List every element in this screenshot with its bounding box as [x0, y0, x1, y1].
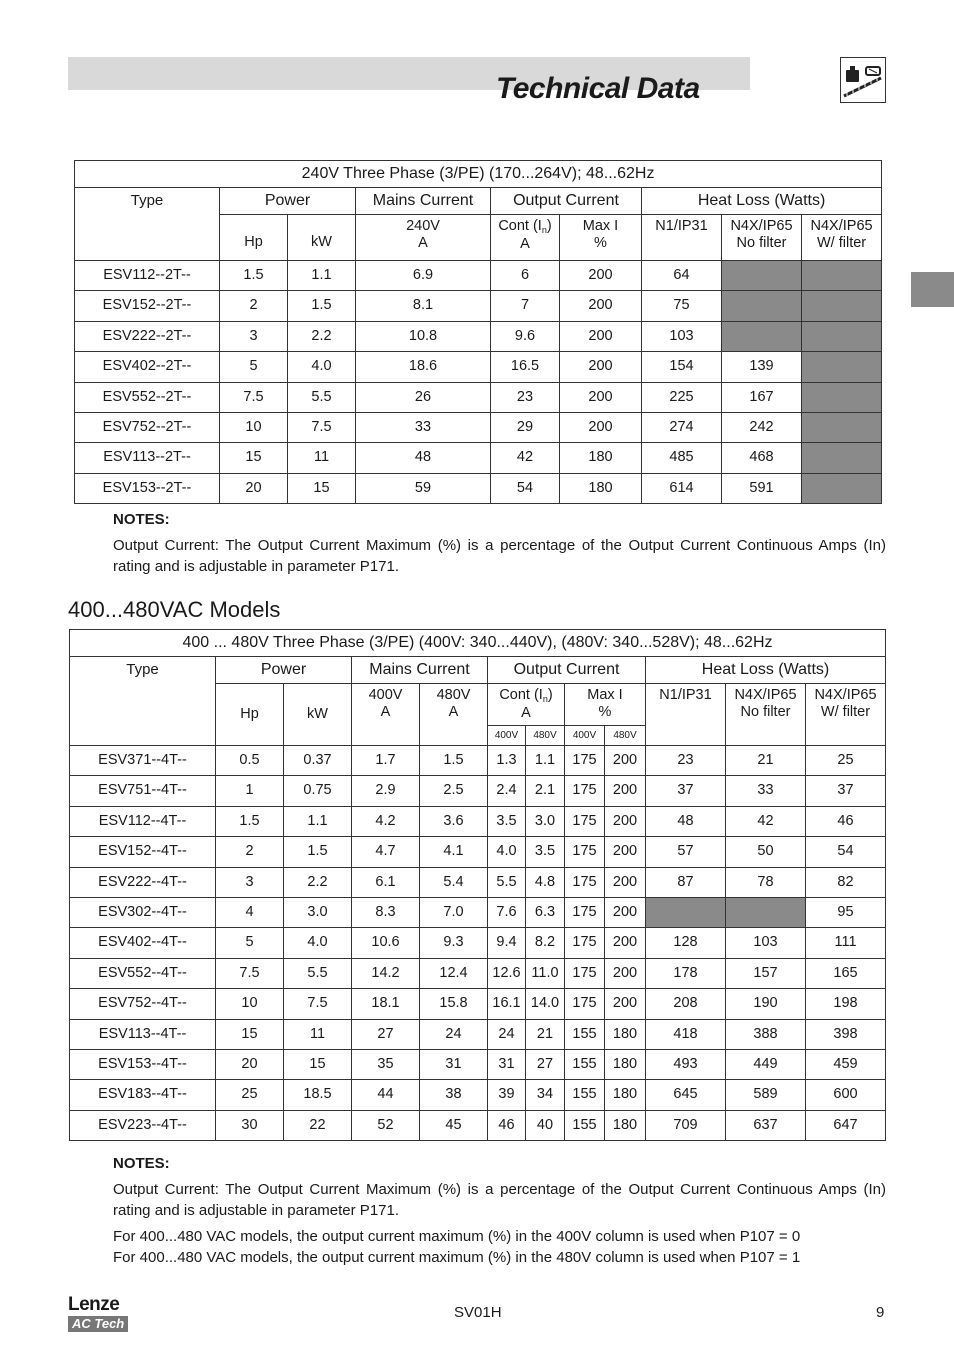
- table-cell: 645: [646, 1080, 726, 1110]
- table-cell: [722, 261, 802, 291]
- table-cell: 9.4: [488, 928, 526, 958]
- table-cell: [802, 321, 882, 351]
- table-cell: 3.5: [488, 806, 526, 836]
- technical-data-icon: [840, 57, 886, 103]
- notes-heading: NOTES:: [113, 1155, 170, 1172]
- table-cell: 35: [352, 1049, 420, 1079]
- table-cell: 1.5: [284, 837, 352, 867]
- table-cell: 3.0: [284, 897, 352, 927]
- table-cell: 8.2: [526, 928, 565, 958]
- table-cell: 7.5: [216, 958, 284, 988]
- table-cell: 180: [605, 1049, 646, 1079]
- table-cell: 7.0: [420, 897, 488, 927]
- table-cell: 2: [220, 291, 288, 321]
- table-cell: 5.5: [288, 382, 356, 412]
- table-cell: 9.6: [491, 321, 560, 351]
- table-cell: 37: [646, 776, 726, 806]
- table-cell: 493: [646, 1049, 726, 1079]
- max-current-header: Max I %: [565, 684, 646, 726]
- table-cell: 11: [284, 1019, 352, 1049]
- model-type-cell: ESV153--2T--: [75, 473, 220, 503]
- table-caption: 400 ... 480V Three Phase (3/PE) (400V: 340...440V), (480V: 340...528V); 48...62Hz: [70, 630, 886, 657]
- table-cell: 10: [220, 412, 288, 442]
- table-cell: 4.1: [420, 837, 488, 867]
- table-row: [75, 382, 882, 412]
- table-cell: 40: [526, 1110, 565, 1140]
- table-cell: 175: [565, 746, 605, 776]
- notes-text-p107-0: For 400...480 VAC models, the output current maximum (%) in the 400V column is used when P107 = 0: [113, 1228, 801, 1245]
- table-cell: 459: [806, 1049, 886, 1079]
- table-cell: 589: [726, 1080, 806, 1110]
- table-cell: 10.8: [356, 321, 491, 351]
- table-cell: 2.2: [284, 867, 352, 897]
- mains-480v-header: 480V A: [420, 684, 488, 746]
- cont-current-header: Cont $(I_n)$ A: [488, 684, 565, 726]
- table-row: [70, 776, 886, 806]
- table-cell: 33: [726, 776, 806, 806]
- table-cell: 42: [491, 443, 560, 473]
- table-cell: 14.2: [352, 958, 420, 988]
- notes-text: Output Current: The Output Current Maximum (%) is a percentage of the Output Current Continuous Amps (In) rating and is adjustable in parameter P171.: [113, 537, 886, 575]
- table-cell: 200: [605, 989, 646, 1019]
- notes-heading: NOTES:: [113, 511, 170, 528]
- table-cell: 0.37: [284, 746, 352, 776]
- table-cell: 52: [352, 1110, 420, 1140]
- table-cell: 6: [491, 261, 560, 291]
- table-cell: 1.1: [288, 261, 356, 291]
- table-row: [70, 958, 886, 988]
- table-cell: 57: [646, 837, 726, 867]
- table-cell: 200: [605, 776, 646, 806]
- model-type-cell: ESV552--4T--: [70, 958, 216, 988]
- table-cell: 4.0: [284, 928, 352, 958]
- lenze-actech-logo: [68, 1295, 128, 1333]
- table-row: [75, 352, 882, 382]
- table-cell: 75: [642, 291, 722, 321]
- mains-400v-header: 400V A: [352, 684, 420, 746]
- table-cell: 208: [646, 989, 726, 1019]
- power-header: Power: [220, 188, 356, 215]
- table-cell: 180: [560, 473, 642, 503]
- table-cell: 3.5: [526, 837, 565, 867]
- table-cell: 128: [646, 928, 726, 958]
- table-cell: 42: [726, 806, 806, 836]
- table-cell: 200: [560, 321, 642, 351]
- n1-ip31-header: N1/IP31: [642, 215, 722, 261]
- table-cell: 1.3: [488, 746, 526, 776]
- table-cell: 165: [806, 958, 886, 988]
- table-cell: 1.1: [526, 746, 565, 776]
- table-cell: 418: [646, 1019, 726, 1049]
- table-cell: [802, 352, 882, 382]
- table-cell: 15: [284, 1049, 352, 1079]
- table-cell: 103: [726, 928, 806, 958]
- table-cell: 225: [642, 382, 722, 412]
- table-cell: 8.3: [352, 897, 420, 927]
- table-cell: [802, 261, 882, 291]
- document-code: SV01H: [454, 1304, 502, 1321]
- table-cell: 2.1: [526, 776, 565, 806]
- mains-current-header: Mains Current: [352, 657, 488, 684]
- model-type-cell: ESV112--4T--: [70, 806, 216, 836]
- n4x-nofilter-header: N4X/IP65 No filter: [722, 215, 802, 261]
- table-cell: [722, 321, 802, 351]
- table-row: [70, 837, 886, 867]
- table-cell: 31: [488, 1049, 526, 1079]
- table-cell: 5: [216, 928, 284, 958]
- n1-ip31-header: N1/IP31: [646, 684, 726, 746]
- model-type-cell: ESV113--2T--: [75, 443, 220, 473]
- hp-header: Hp: [220, 215, 288, 261]
- table-cell: 200: [560, 352, 642, 382]
- model-type-cell: ESV402--2T--: [75, 352, 220, 382]
- table-cell: 139: [722, 352, 802, 382]
- table-cell: 26: [356, 382, 491, 412]
- table-row: [75, 321, 882, 351]
- table-cell: 449: [726, 1049, 806, 1079]
- mains-240v-header: 240V A: [356, 215, 491, 261]
- table-row: [75, 443, 882, 473]
- table-cell: 2: [216, 837, 284, 867]
- table-cell: 155: [565, 1080, 605, 1110]
- table-row: [70, 1080, 886, 1110]
- table-cell: 5.4: [420, 867, 488, 897]
- model-type-cell: ESV752--4T--: [70, 989, 216, 1019]
- table-cell: [646, 897, 726, 927]
- type-header: Type: [70, 657, 216, 746]
- table-cell: 614: [642, 473, 722, 503]
- table-cell: 2.5: [420, 776, 488, 806]
- table-cell: 175: [565, 776, 605, 806]
- table-cell: 175: [565, 989, 605, 1019]
- table-cell: 200: [560, 412, 642, 442]
- table-cell: 12.4: [420, 958, 488, 988]
- table-cell: 175: [565, 897, 605, 927]
- table-cell: 34: [526, 1080, 565, 1110]
- table-cell: 167: [722, 382, 802, 412]
- table-cell: 21: [526, 1019, 565, 1049]
- max-480v-subheader: 480V: [605, 726, 646, 746]
- table-cell: 7.5: [284, 989, 352, 1019]
- model-type-cell: ESV113--4T--: [70, 1019, 216, 1049]
- table-cell: 21: [726, 746, 806, 776]
- table-cell: 155: [565, 1110, 605, 1140]
- table-cell: 46: [488, 1110, 526, 1140]
- table-cell: 7.6: [488, 897, 526, 927]
- table-cell: 200: [605, 897, 646, 927]
- table-cell: 200: [560, 382, 642, 412]
- table-cell: 54: [806, 837, 886, 867]
- table-cell: 198: [806, 989, 886, 1019]
- table-cell: 4.8: [526, 867, 565, 897]
- table-caption: 240V Three Phase (3/PE) (170...264V); 48...62Hz: [75, 161, 882, 188]
- page-title: Technical Data: [496, 72, 700, 105]
- n4x-filter-header: N4X/IP65 W/ filter: [802, 215, 882, 261]
- model-type-cell: ESV371--4T--: [70, 746, 216, 776]
- table-row: [70, 989, 886, 1019]
- table-cell: 48: [356, 443, 491, 473]
- table-cell: 24: [488, 1019, 526, 1049]
- n4x-nofilter-header: N4X/IP65 No filter: [726, 684, 806, 746]
- table-cell: 103: [642, 321, 722, 351]
- table-cell: 180: [605, 1080, 646, 1110]
- table-cell: 600: [806, 1080, 886, 1110]
- table-cell: 1.5: [220, 261, 288, 291]
- table-cell: 46: [806, 806, 886, 836]
- kw-header: kW: [284, 684, 352, 746]
- table-row: [70, 1049, 886, 1079]
- table-cell: 1.5: [420, 746, 488, 776]
- table-cell: 3.0: [526, 806, 565, 836]
- table-cell: 2.4: [488, 776, 526, 806]
- table-cell: 10: [216, 989, 284, 1019]
- cont-480v-subheader: 480V: [526, 726, 565, 746]
- table-cell: 16.1: [488, 989, 526, 1019]
- section-heading: 400...480VAC Models: [68, 597, 281, 622]
- table-cell: 155: [565, 1019, 605, 1049]
- table-cell: 155: [565, 1049, 605, 1079]
- table-cell: 4.7: [352, 837, 420, 867]
- table-cell: 12.6: [488, 958, 526, 988]
- table-cell: 45: [420, 1110, 488, 1140]
- table-cell: 50: [726, 837, 806, 867]
- notes-text-p107-1: For 400...480 VAC models, the output current maximum (%) in the 480V column is used when P107 = 1: [113, 1249, 801, 1266]
- table-cell: 180: [605, 1110, 646, 1140]
- table-cell: 157: [726, 958, 806, 988]
- table-cell: 44: [352, 1080, 420, 1110]
- table-cell: 5.5: [488, 867, 526, 897]
- table-cell: 31: [420, 1049, 488, 1079]
- table-cell: 23: [491, 382, 560, 412]
- table-row: [70, 867, 886, 897]
- table-cell: [722, 291, 802, 321]
- table-cell: [726, 897, 806, 927]
- table-cell: 175: [565, 867, 605, 897]
- table-row: [75, 291, 882, 321]
- table-cell: 27: [526, 1049, 565, 1079]
- table-cell: 4.0: [488, 837, 526, 867]
- table-cell: 6.3: [526, 897, 565, 927]
- table-cell: 14.0: [526, 989, 565, 1019]
- table-cell: 27: [352, 1019, 420, 1049]
- table-cell: 2.9: [352, 776, 420, 806]
- model-type-cell: ESV183--4T--: [70, 1080, 216, 1110]
- table-cell: 23: [646, 746, 726, 776]
- table-cell: 485: [642, 443, 722, 473]
- table-cell: 3.6: [420, 806, 488, 836]
- model-type-cell: ESV153--4T--: [70, 1049, 216, 1079]
- table-cell: 59: [356, 473, 491, 503]
- table-cell: 29: [491, 412, 560, 442]
- spec-table-240v: [74, 160, 882, 504]
- table-cell: 5: [220, 352, 288, 382]
- table-cell: 274: [642, 412, 722, 442]
- table-cell: 87: [646, 867, 726, 897]
- table-cell: 200: [560, 291, 642, 321]
- table-cell: 388: [726, 1019, 806, 1049]
- table-cell: 178: [646, 958, 726, 988]
- table-cell: 18.5: [284, 1080, 352, 1110]
- table-cell: [802, 291, 882, 321]
- n4x-filter-header: N4X/IP65 W/ filter: [806, 684, 886, 746]
- model-type-cell: ESV402--4T--: [70, 928, 216, 958]
- table-cell: 39: [488, 1080, 526, 1110]
- logo-actech-text: AC Tech: [68, 1316, 128, 1332]
- table-cell: 18.1: [352, 989, 420, 1019]
- cont-current-header: Cont $(I_n)$ A: [491, 215, 560, 261]
- table-row: [70, 897, 886, 927]
- output-current-header: Output Current: [488, 657, 646, 684]
- table-cell: 111: [806, 928, 886, 958]
- table-cell: 180: [605, 1019, 646, 1049]
- table-cell: 200: [605, 867, 646, 897]
- table-cell: 5.5: [284, 958, 352, 988]
- table-cell: 0.5: [216, 746, 284, 776]
- table-cell: 15: [216, 1019, 284, 1049]
- table-cell: 4.2: [352, 806, 420, 836]
- table-cell: 82: [806, 867, 886, 897]
- table-cell: 1.7: [352, 746, 420, 776]
- table-cell: 6.9: [356, 261, 491, 291]
- table-row: [75, 412, 882, 442]
- table-cell: 7: [491, 291, 560, 321]
- table-cell: 25: [216, 1080, 284, 1110]
- table-cell: 48: [646, 806, 726, 836]
- type-header: Type: [75, 188, 220, 261]
- table-cell: 647: [806, 1110, 886, 1140]
- model-type-cell: ESV112--2T--: [75, 261, 220, 291]
- table-cell: 4: [216, 897, 284, 927]
- table-cell: 7.5: [288, 412, 356, 442]
- model-type-cell: ESV223--4T--: [70, 1110, 216, 1140]
- section-side-tab: [911, 272, 954, 307]
- table-cell: 200: [605, 958, 646, 988]
- table-cell: 15: [288, 473, 356, 503]
- model-type-cell: ESV302--4T--: [70, 897, 216, 927]
- cont-400v-subheader: 400V: [488, 726, 526, 746]
- table-cell: 3: [220, 321, 288, 351]
- logo-lenze-text: Lenze: [68, 1294, 120, 1315]
- power-header: Power: [216, 657, 352, 684]
- table-cell: 6.1: [352, 867, 420, 897]
- table-cell: 2.2: [288, 321, 356, 351]
- table-cell: 95: [806, 897, 886, 927]
- table-cell: 33: [356, 412, 491, 442]
- table-cell: 637: [726, 1110, 806, 1140]
- table-cell: 1.5: [288, 291, 356, 321]
- table-cell: 20: [216, 1049, 284, 1079]
- table-row: [70, 746, 886, 776]
- table-cell: 200: [605, 746, 646, 776]
- table-cell: 175: [565, 928, 605, 958]
- table-cell: 18.6: [356, 352, 491, 382]
- hp-header: Hp: [216, 684, 284, 746]
- table-cell: 24: [420, 1019, 488, 1049]
- table-cell: [802, 382, 882, 412]
- table-cell: 468: [722, 443, 802, 473]
- table-cell: 11: [288, 443, 356, 473]
- table-cell: 15.8: [420, 989, 488, 1019]
- table-cell: 175: [565, 806, 605, 836]
- table-cell: 3: [216, 867, 284, 897]
- table-cell: 8.1: [356, 291, 491, 321]
- table-row: [70, 806, 886, 836]
- table-cell: [802, 443, 882, 473]
- table-row: [70, 1110, 886, 1140]
- table-cell: [802, 412, 882, 442]
- table-row: [75, 261, 882, 291]
- table-cell: 591: [722, 473, 802, 503]
- notes-text: Output Current: The Output Current Maximum (%) is a percentage of the Output Current Continuous Amps (In) rating and is adjustable in parameter P171.: [113, 1181, 886, 1219]
- table-cell: 30: [216, 1110, 284, 1140]
- max-400v-subheader: 400V: [565, 726, 605, 746]
- model-type-cell: ESV552--2T--: [75, 382, 220, 412]
- table-cell: 242: [722, 412, 802, 442]
- table-cell: 22: [284, 1110, 352, 1140]
- table-cell: 398: [806, 1019, 886, 1049]
- table-cell: 54: [491, 473, 560, 503]
- table-cell: 9.3: [420, 928, 488, 958]
- spec-table-400-480v: [69, 629, 886, 1141]
- table-row: [75, 473, 882, 503]
- page-number: 9: [876, 1304, 885, 1321]
- mains-current-header: Mains Current: [356, 188, 491, 215]
- table-cell: 0.75: [284, 776, 352, 806]
- table-cell: 200: [560, 261, 642, 291]
- table-cell: 200: [605, 928, 646, 958]
- kw-header: kW: [288, 215, 356, 261]
- table-cell: 709: [646, 1110, 726, 1140]
- max-current-header: Max I %: [560, 215, 642, 261]
- table-cell: 64: [642, 261, 722, 291]
- model-type-cell: ESV222--4T--: [70, 867, 216, 897]
- model-type-cell: ESV752--2T--: [75, 412, 220, 442]
- table-cell: 190: [726, 989, 806, 1019]
- table-cell: 25: [806, 746, 886, 776]
- table-cell: 180: [560, 443, 642, 473]
- table-cell: 7.5: [220, 382, 288, 412]
- table-cell: 15: [220, 443, 288, 473]
- model-type-cell: ESV222--2T--: [75, 321, 220, 351]
- table-cell: 200: [605, 837, 646, 867]
- table-cell: 175: [565, 837, 605, 867]
- heat-loss-header: Heat Loss (Watts): [646, 657, 886, 684]
- table-cell: 11.0: [526, 958, 565, 988]
- table-cell: 1.1: [284, 806, 352, 836]
- model-type-cell: ESV152--4T--: [70, 837, 216, 867]
- table-cell: 16.5: [491, 352, 560, 382]
- table-cell: [802, 473, 882, 503]
- table-cell: 37: [806, 776, 886, 806]
- table-cell: 4.0: [288, 352, 356, 382]
- table-row: [70, 1019, 886, 1049]
- output-current-header: Output Current: [491, 188, 642, 215]
- table-row: [70, 928, 886, 958]
- table-cell: 20: [220, 473, 288, 503]
- table-cell: 200: [605, 806, 646, 836]
- table-cell: 1.5: [216, 806, 284, 836]
- table-cell: 175: [565, 958, 605, 988]
- heat-loss-header: Heat Loss (Watts): [642, 188, 882, 215]
- table-cell: 1: [216, 776, 284, 806]
- table-cell: 38: [420, 1080, 488, 1110]
- model-type-cell: ESV152--2T--: [75, 291, 220, 321]
- table-cell: 78: [726, 867, 806, 897]
- table-cell: 10.6: [352, 928, 420, 958]
- table-cell: 154: [642, 352, 722, 382]
- model-type-cell: ESV751--4T--: [70, 776, 216, 806]
